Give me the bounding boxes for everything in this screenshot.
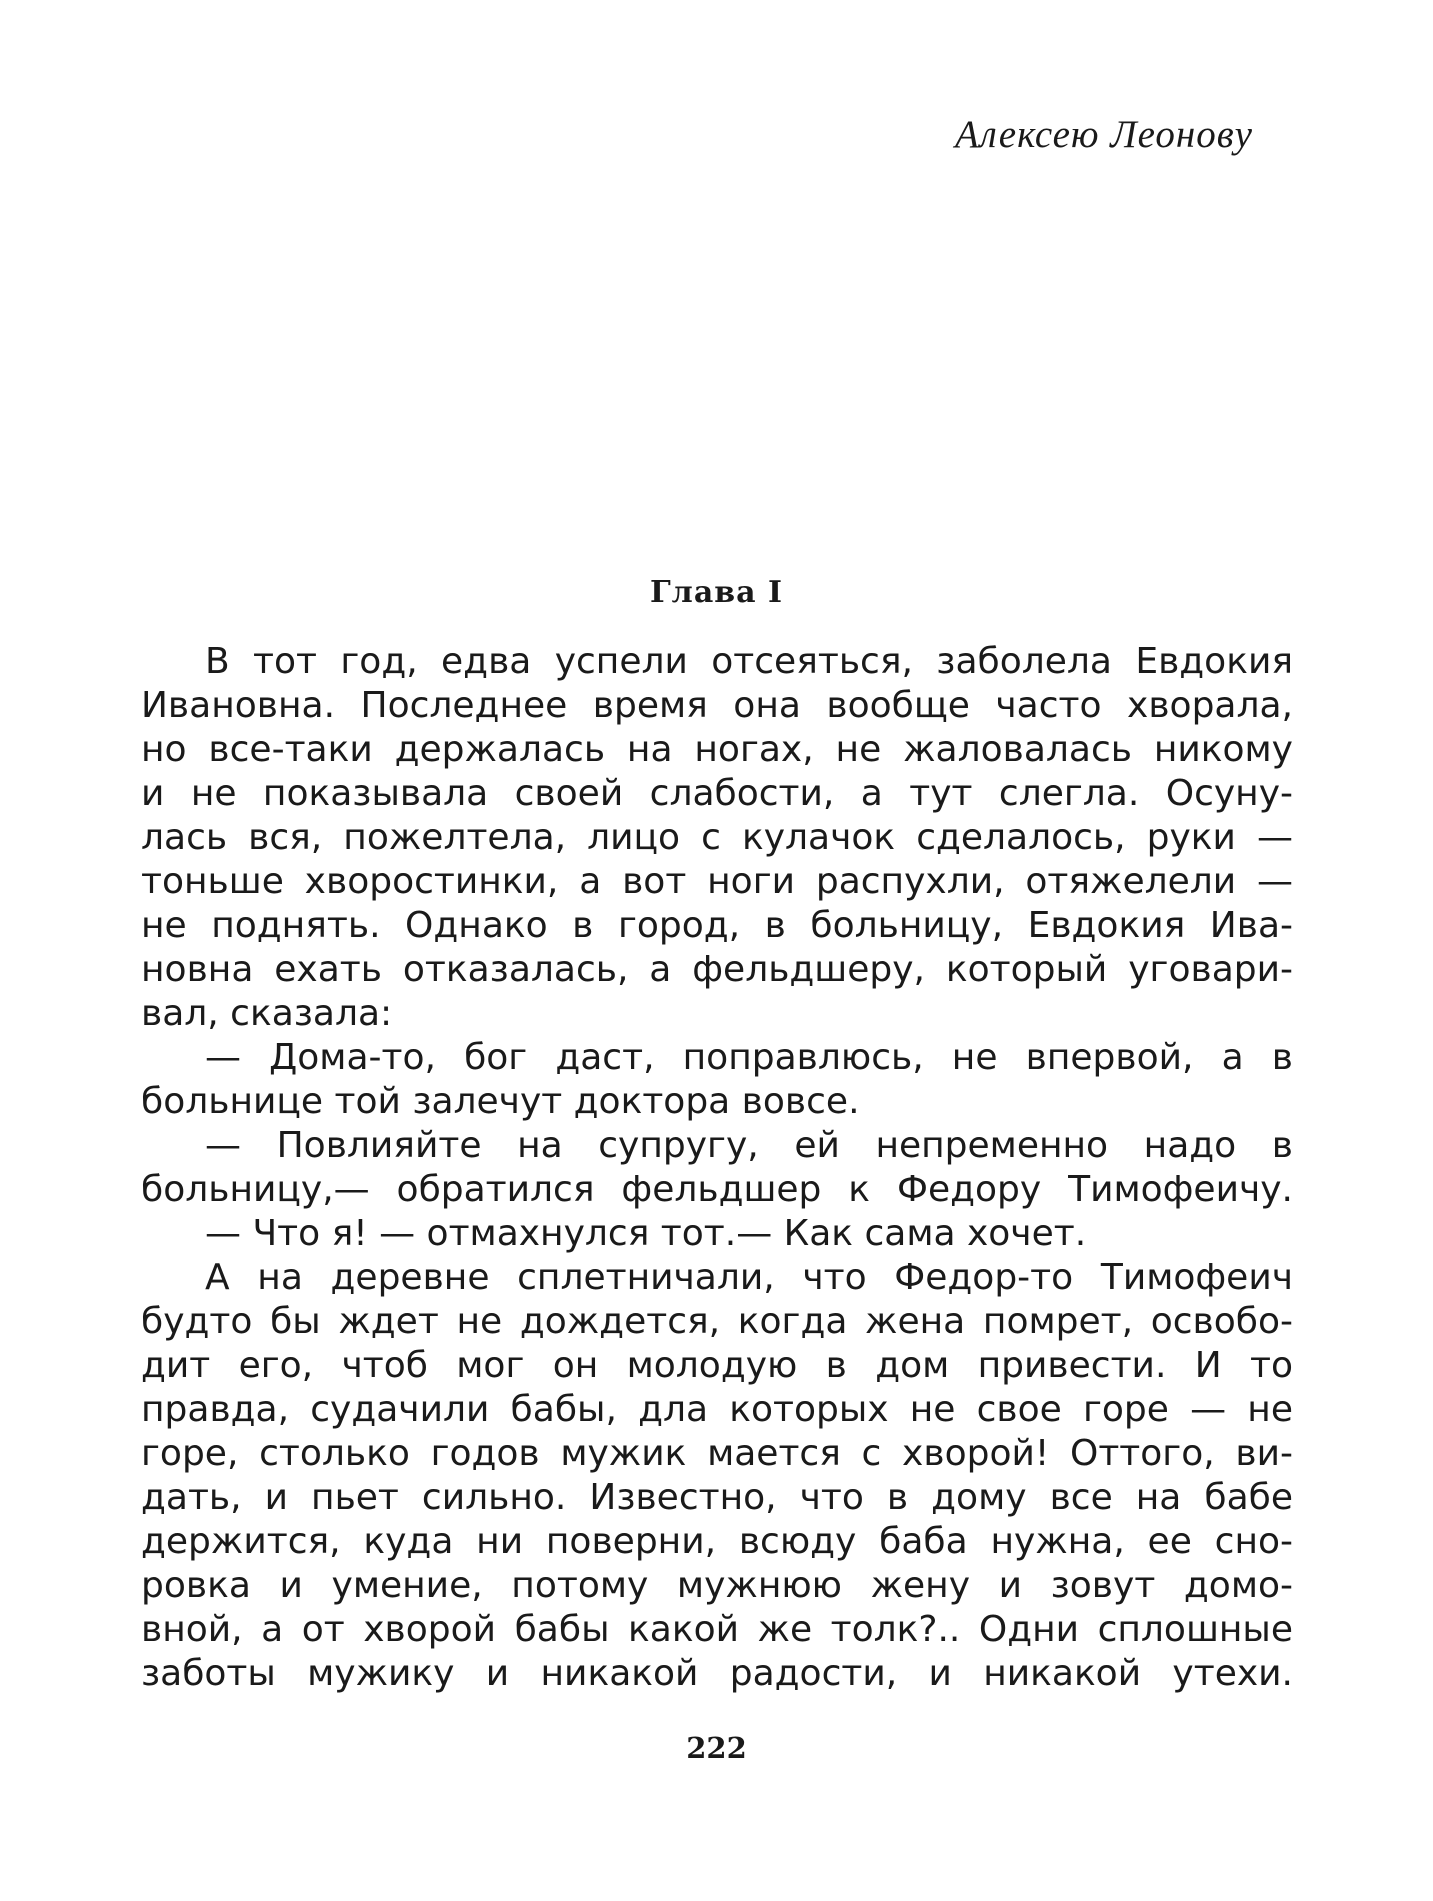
text-line: заботы мужику и никакой радости, и никакой утехи. (141, 1653, 1293, 1694)
text-line: Ивановна. Последнее время она вообще часто хворала, (141, 685, 1293, 726)
chapter-title: Глава I (649, 575, 784, 610)
text-line: будто бы ждет не дождется, когда жена помрет, освобо- (141, 1301, 1293, 1342)
chapter-body-text (141, 640, 1293, 1696)
text-line: больницу,— обратился фельдшер к Федору Тимофеичу. (141, 1169, 1293, 1210)
text-line: правда, судачили бабы, дла которых не свое горе — не (141, 1389, 1293, 1430)
text-line: дать, и пьет сильно. Известно, что в дому все на бабе (141, 1477, 1293, 1518)
text-line: больнице той залечут доктора вовсе. (141, 1081, 860, 1122)
text-line: — Что я! — отмахнулся тот.— Как сама хочет. (205, 1213, 1087, 1254)
text-line: но все-таки держалась на ногах, не жаловалась никому (141, 729, 1293, 770)
text-line: держится, куда ни поверни, всюду баба нужна, ее сно- (141, 1521, 1293, 1562)
text-line: А на деревне сплетничали, что Федор-то Тимофеич (205, 1257, 1293, 1298)
text-line: В тот год, едва успели отсеяться, заболела Евдокия (205, 641, 1293, 682)
text-line: — Повлияйте на супругу, ей непременно надо в (205, 1125, 1293, 1166)
text-line: не поднять. Однако в город, в больницу, Евдокия Ива- (141, 905, 1293, 946)
text-line: и не показывала своей слабости, а тут слегла. Осуну- (141, 773, 1293, 814)
page-number: 222 (686, 1731, 747, 1765)
text-line: ровка и умение, потому мужнюю жену и зовут домо- (141, 1565, 1293, 1606)
text-line: вной, а от хворой бабы какой же толк?.. Одни сплошные (141, 1609, 1293, 1650)
text-line: горе, столько годов мужик мается с хворой! Оттого, ви- (141, 1433, 1293, 1474)
dedication: Алексею Леонову (954, 113, 1253, 156)
text-line: новна ехать отказалась, а фельдшеру, который уговари- (141, 949, 1293, 990)
text-line: — Дома-то, бог даст, поправлюсь, не впервой, а в (205, 1037, 1293, 1078)
text-line: вал, сказала: (141, 993, 393, 1034)
text-line: дит его, чтоб мог он молодую в дом привести. И то (141, 1345, 1293, 1386)
text-line: тоньше хворостинки, а вот ноги распухли, отяжелели — (141, 861, 1293, 902)
text-line: лась вся, пожелтела, лицо с кулачок сделалось, руки — (141, 817, 1293, 858)
